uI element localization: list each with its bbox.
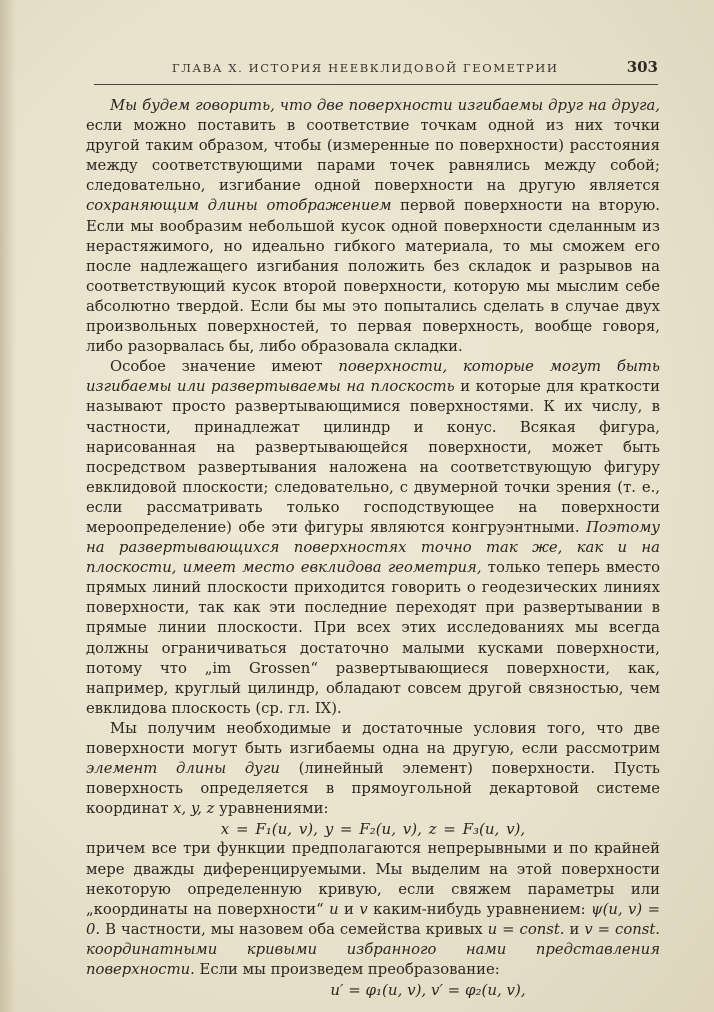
math-variables: x, y, z bbox=[173, 800, 215, 818]
emphasis: Поэтому на развертывающихся поверхностях точно так же, как и на плоскости, имеет место евклидова геометрия, bbox=[86, 518, 660, 577]
running-head: ГЛАВА X. ИСТОРИЯ НЕЕВКЛИДОВОЙ ГЕОМЕТРИИ bbox=[172, 61, 559, 75]
paragraph-3: Мы получим необходимые и достаточные условия того, что две поверхности могут быть изгибаемы одна на другую, если рассмотрим элемент длины дуги (линейный элемент) поверхности. Пусть поверхность определяется в прямоугольной декартовой системе координат x, y, z уравнениями: bbox=[86, 719, 660, 818]
body-text bbox=[86, 96, 660, 1000]
paragraph-2: Особое значение имеют поверхности, которые могут быть изгибаемы или развертываемы на плоскость и которые для краткости называют просто развертывающимися поверхностями. К их числу, в частности, принадлежат цилиндр и конус. Всякая фигура, нарисованная на развертывающейся поверхности, может быть посредством развертывания наложена на соответствующую фигуру евклидовой плоскости; следовательно, с двумерной точки зрения (т. е., если рассматривать только господствующее на поверхности мероопределение) обе эти фигуры являются конгруэнтными. Поэтому на развертывающихся поверхностях точно так же, как и на плоскости, имеет место евклидова геометрия, только теперь вместо прямых линий плоскости приходится говорить о геодезических линиях поверхности, так как эти последние переходят при развертывании в прямые линии плоскости. При всех этих исследованиях мы всегда должны ограничиваться достаточно малыми кусками поверхности, потому что „im Grossen“ развертывающиеся поверхности, как, например, круглый цилиндр, обладают совсем другой связностью, чем евклидова плоскость (ср. гл. IX). bbox=[86, 358, 660, 717]
paragraph-1: Мы будем говорить, что две поверхности изгибаемы друг на друга, если можно поставить в соответствие точкам одной из них точки другой таким образом, чтобы (измеренные по поверхности) расстояния между соответствующими парами точек равнялись между собой; следовательно, изгибание одной поверхности на другую является сохраняющим длины отображением первой поверхности на вторую. Если мы вообразим небольшой кусок одной поверхности сделанным из нерастяжимого, но идеально гибкого материала, то мы сможем его после надлежащего изгибания положить без складок и разрывов на соответствующий кусок второй поверхности, которую мы мыслим себе абсолютно твердой. Если бы мы это попытались сделать в случае двух произвольных поверхностей, то первая поверхность, вообще говоря, либо разорвалась бы, либо образовала складки. bbox=[86, 97, 660, 356]
paragraph-4: причем все три функции предполагаются непрерывными и по крайней мере дважды диференцируемыми. Мы выделим на этой поверхности некоторую определенную кривую, если свяжем параметры или „координаты на поверхности“ u и v каким-нибудь уравнением: ψ(u, v) = 0. В частности, мы назовем оба семейства кривых u = const. и v = const. координатными кривыми избранного нами представления поверхности. Если мы произведем преобразование: bbox=[86, 840, 660, 979]
emphasis: сохраняющим длины отображением bbox=[86, 197, 392, 215]
emphasis: Мы будем говорить, что две поверхности изгибаемы друг на друга, bbox=[110, 97, 660, 114]
emphasis: координатными кривыми избранного нами представления поверхности. bbox=[86, 940, 660, 979]
formula-surface-equations: x = F₁(u, v), y = F₂(u, v), z = F₃(u, v), bbox=[220, 820, 526, 839]
formula-transformation: u′ = φ₁(u, v), v′ = φ₂(u, v), bbox=[330, 981, 526, 1000]
page-header bbox=[94, 56, 658, 85]
emphasis: элемент длины дуги bbox=[86, 760, 280, 778]
page-number: 303 bbox=[626, 58, 658, 76]
emphasis: поверхности, которые могут быть изгибаемы или развертываемы на плоскость bbox=[86, 358, 660, 396]
